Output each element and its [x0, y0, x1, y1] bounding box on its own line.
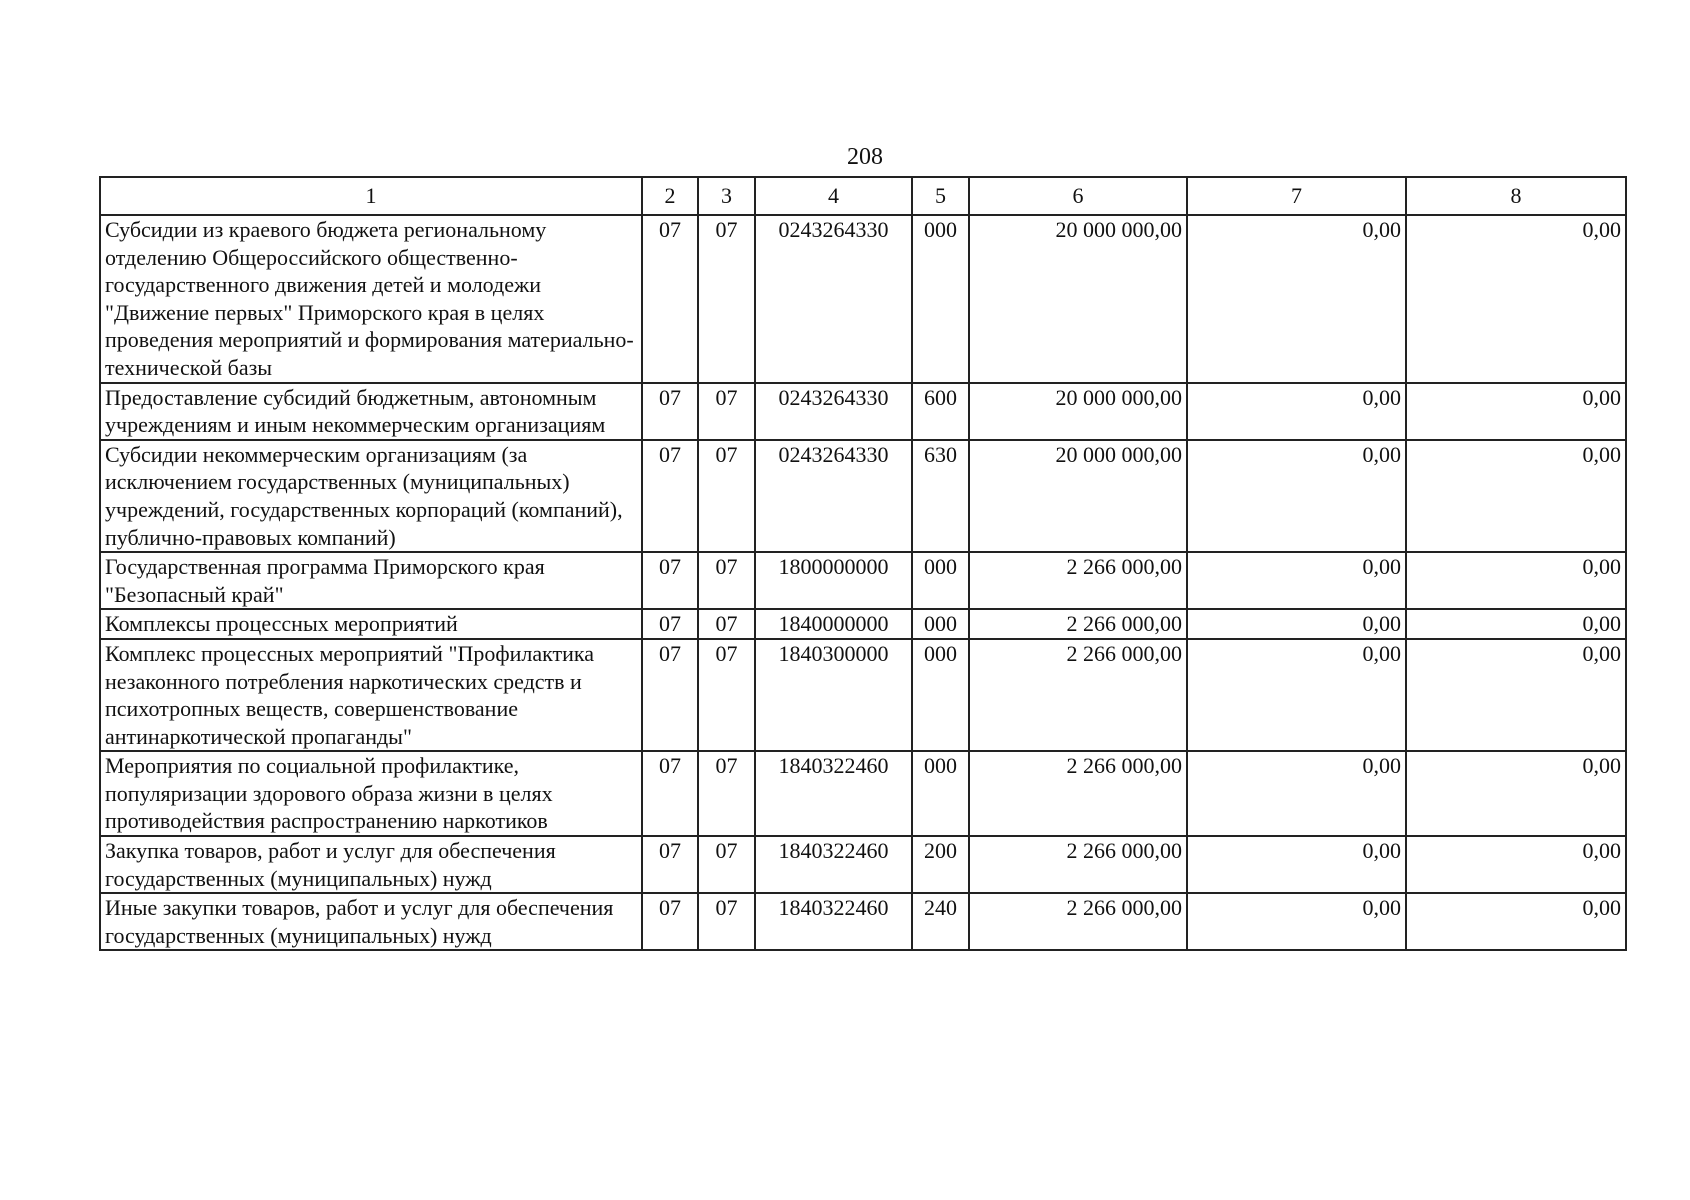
- row-name: Предоставление субсидий бюджетным, автономным учреждениям и иным некоммерческим организациям: [100, 383, 642, 440]
- column-header: 3: [698, 177, 755, 215]
- row-section: 07: [642, 893, 698, 950]
- row-amount-8: 0,00: [1406, 893, 1626, 950]
- row-amount-8: 0,00: [1406, 639, 1626, 751]
- column-header: 4: [755, 177, 912, 215]
- row-section: 07: [642, 751, 698, 836]
- row-amount-8: 0,00: [1406, 440, 1626, 552]
- row-subsection: 07: [698, 639, 755, 751]
- row-amount-6: 20 000 000,00: [969, 440, 1187, 552]
- column-header: 7: [1187, 177, 1406, 215]
- budget-table: [99, 176, 1627, 951]
- row-name: Комплексы процессных мероприятий: [100, 609, 642, 639]
- row-name: Иные закупки товаров, работ и услуг для обеспечения государственных (муниципальных) нужд: [100, 893, 642, 950]
- row-section: 07: [642, 383, 698, 440]
- row-subsection: 07: [698, 836, 755, 893]
- row-section: 07: [642, 552, 698, 609]
- table-row: [100, 215, 1626, 383]
- row-target-code: 0243264330: [755, 440, 912, 552]
- row-amount-6: 20 000 000,00: [969, 215, 1187, 383]
- row-target-code: 1800000000: [755, 552, 912, 609]
- row-amount-7: 0,00: [1187, 440, 1406, 552]
- row-amount-6: 2 266 000,00: [969, 836, 1187, 893]
- row-subsection: 07: [698, 893, 755, 950]
- row-amount-7: 0,00: [1187, 215, 1406, 383]
- row-target-code: 0243264330: [755, 215, 912, 383]
- row-name: Субсидии из краевого бюджета региональному отделению Общероссийского общественно-государственного движения детей и молодежи "Движение первых" Приморского края в целях проведения мероприятий и формирования материально-технической базы: [100, 215, 642, 383]
- row-amount-8: 0,00: [1406, 836, 1626, 893]
- row-section: 07: [642, 609, 698, 639]
- row-section: 07: [642, 440, 698, 552]
- column-header: 6: [969, 177, 1187, 215]
- column-header: 5: [912, 177, 969, 215]
- table-row: [100, 609, 1626, 639]
- row-expense-type: 600: [912, 383, 969, 440]
- table-row: [100, 383, 1626, 440]
- table-row: [100, 552, 1626, 609]
- row-target-code: 1840322460: [755, 836, 912, 893]
- row-target-code: 1840322460: [755, 751, 912, 836]
- row-amount-8: 0,00: [1406, 215, 1626, 383]
- row-name: Комплекс процессных мероприятий "Профилактика незаконного потребления наркотических средств и психотропных веществ, совершенствование антинаркотической пропаганды": [100, 639, 642, 751]
- row-name: Закупка товаров, работ и услуг для обеспечения государственных (муниципальных) нужд: [100, 836, 642, 893]
- row-amount-6: 2 266 000,00: [969, 552, 1187, 609]
- row-amount-7: 0,00: [1187, 552, 1406, 609]
- row-amount-7: 0,00: [1187, 609, 1406, 639]
- table-row: [100, 751, 1626, 836]
- row-name: Государственная программа Приморского края "Безопасный край": [100, 552, 642, 609]
- page-number: 208: [847, 144, 883, 170]
- table-row: [100, 440, 1626, 552]
- row-amount-7: 0,00: [1187, 893, 1406, 950]
- row-subsection: 07: [698, 609, 755, 639]
- row-subsection: 07: [698, 440, 755, 552]
- row-amount-8: 0,00: [1406, 383, 1626, 440]
- column-header: 8: [1406, 177, 1626, 215]
- row-name: Мероприятия по социальной профилактике, популяризации здорового образа жизни в целях противодействия распространению наркотиков: [100, 751, 642, 836]
- row-subsection: 07: [698, 215, 755, 383]
- table-row: [100, 893, 1626, 950]
- row-amount-6: 2 266 000,00: [969, 609, 1187, 639]
- row-target-code: 0243264330: [755, 383, 912, 440]
- table-row: [100, 639, 1626, 751]
- row-amount-6: 2 266 000,00: [969, 639, 1187, 751]
- row-amount-8: 0,00: [1406, 609, 1626, 639]
- row-amount-6: 2 266 000,00: [969, 751, 1187, 836]
- row-section: 07: [642, 836, 698, 893]
- row-target-code: 1840000000: [755, 609, 912, 639]
- row-expense-type: 630: [912, 440, 969, 552]
- row-section: 07: [642, 639, 698, 751]
- row-expense-type: 000: [912, 639, 969, 751]
- row-amount-7: 0,00: [1187, 751, 1406, 836]
- row-amount-8: 0,00: [1406, 552, 1626, 609]
- row-subsection: 07: [698, 751, 755, 836]
- row-subsection: 07: [698, 552, 755, 609]
- row-amount-8: 0,00: [1406, 751, 1626, 836]
- row-name: Субсидии некоммерческим организациям (за исключением государственных (муниципальных) учреждений, государственных корпораций (компаний), публично-правовых компаний): [100, 440, 642, 552]
- row-amount-6: 2 266 000,00: [969, 893, 1187, 950]
- row-expense-type: 240: [912, 893, 969, 950]
- column-header: 2: [642, 177, 698, 215]
- row-section: 07: [642, 215, 698, 383]
- row-expense-type: 000: [912, 609, 969, 639]
- row-expense-type: 200: [912, 836, 969, 893]
- row-expense-type: 000: [912, 215, 969, 383]
- column-header: 1: [100, 177, 642, 215]
- row-amount-7: 0,00: [1187, 836, 1406, 893]
- row-amount-6: 20 000 000,00: [969, 383, 1187, 440]
- table-row: [100, 836, 1626, 893]
- row-amount-7: 0,00: [1187, 383, 1406, 440]
- row-expense-type: 000: [912, 552, 969, 609]
- row-target-code: 1840300000: [755, 639, 912, 751]
- row-amount-7: 0,00: [1187, 639, 1406, 751]
- row-target-code: 1840322460: [755, 893, 912, 950]
- row-subsection: 07: [698, 383, 755, 440]
- row-expense-type: 000: [912, 751, 969, 836]
- header-row: [100, 177, 1626, 215]
